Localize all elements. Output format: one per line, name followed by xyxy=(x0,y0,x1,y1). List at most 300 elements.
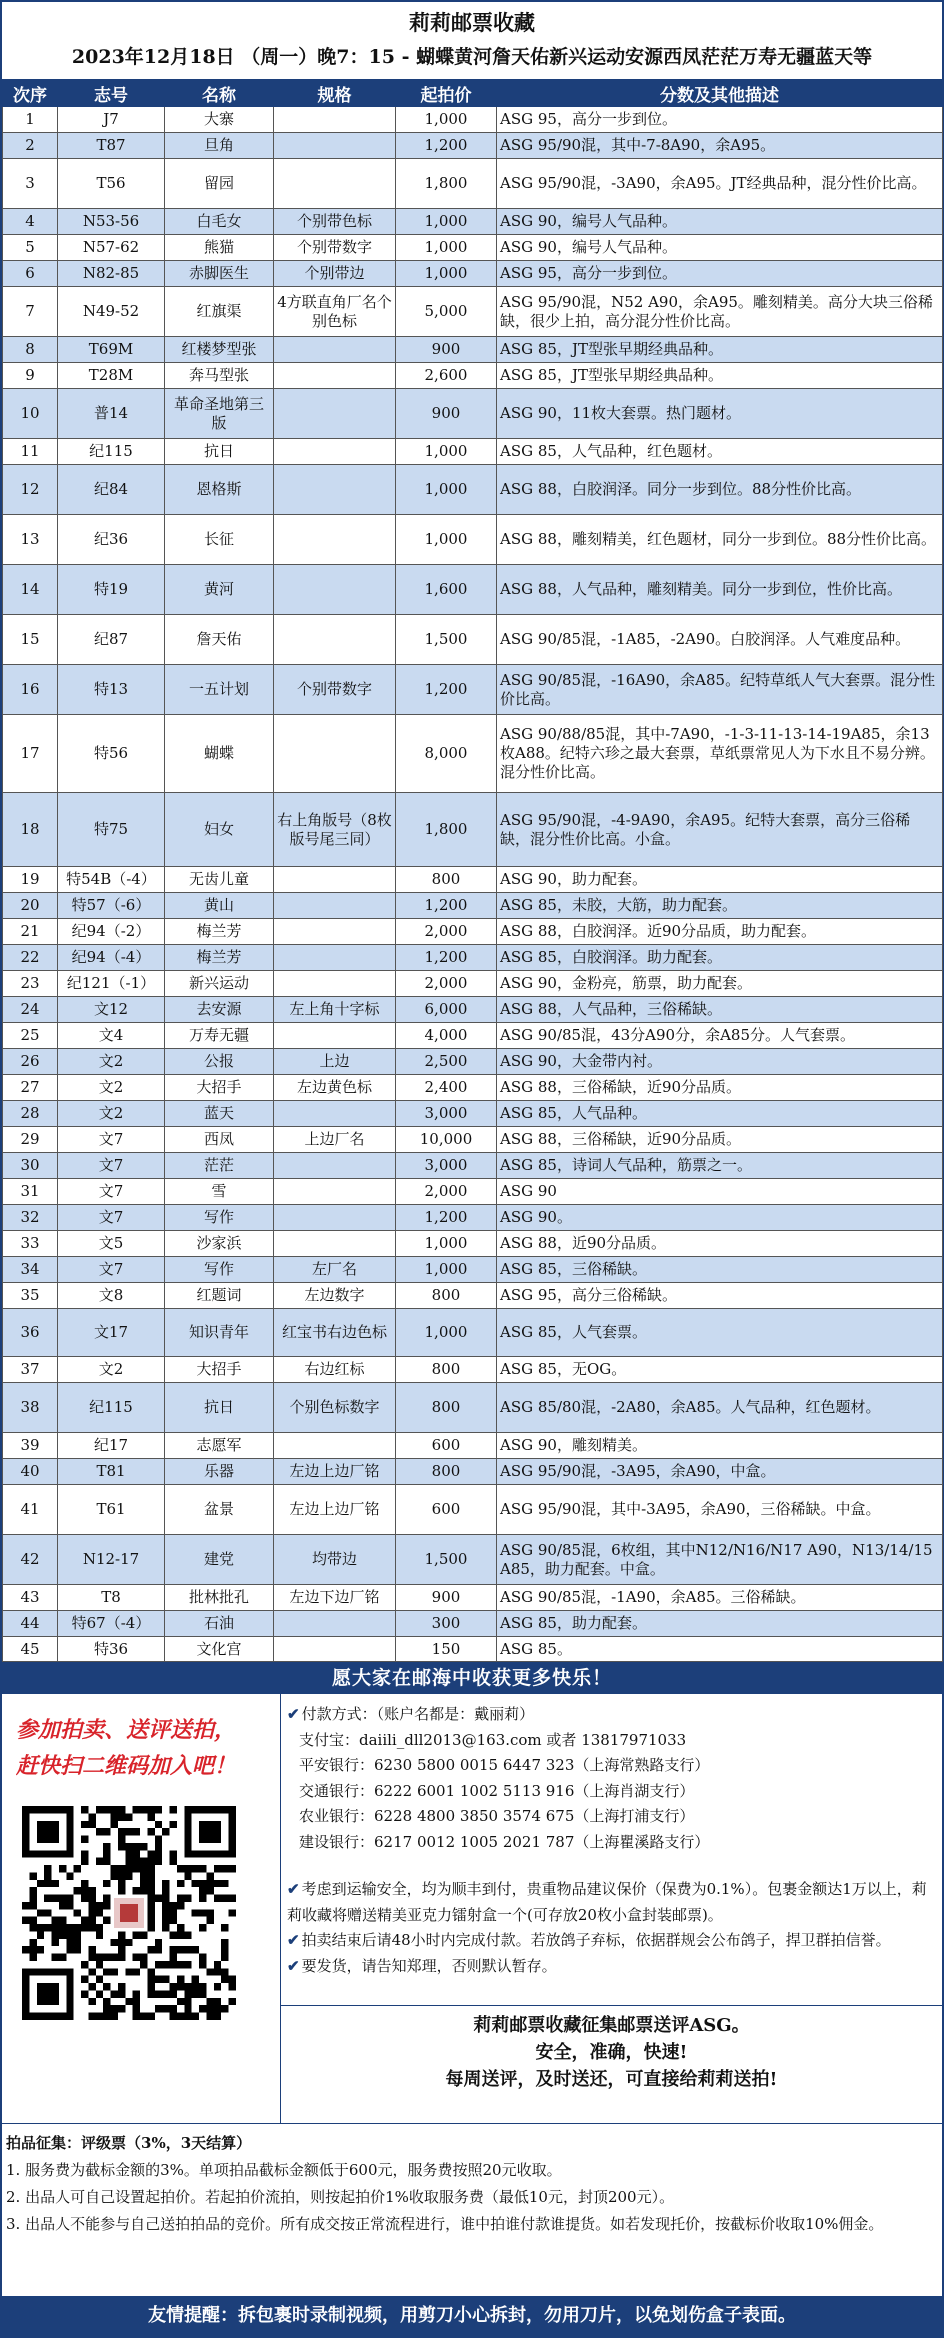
note-delivery: ✔ 要发货，请告知郑理，否则默认暂存。 xyxy=(287,1956,557,1975)
lot-no: 31 xyxy=(3,1179,58,1205)
lot-spec: 上边厂名 xyxy=(274,1127,396,1153)
lot-price: 900 xyxy=(396,337,497,363)
lot-code: 文7 xyxy=(58,1127,165,1153)
lot-code: N57-62 xyxy=(58,235,165,261)
table-row xyxy=(3,971,943,997)
table-row xyxy=(3,919,943,945)
lot-price: 1,500 xyxy=(396,615,497,665)
lot-spec xyxy=(274,1101,396,1127)
lot-price: 2,000 xyxy=(396,971,497,997)
lot-name: 梅兰芳 xyxy=(165,919,274,945)
lot-name: 妇女 xyxy=(165,793,274,867)
lot-name: 白毛女 xyxy=(165,209,274,235)
lot-spec xyxy=(274,133,396,159)
lot-code: 文2 xyxy=(58,1049,165,1075)
lot-desc: ASG 85，助力配套。 xyxy=(497,1611,943,1637)
lot-desc: ASG 90/85混，6枚组，其中N12/N16/N17 A90，N13/14/15 A85，助力配套。中盒。 xyxy=(497,1535,943,1585)
lot-desc: ASG 88，三俗稀缺，近90分品质。 xyxy=(497,1127,943,1153)
lot-price: 10,000 xyxy=(396,1127,497,1153)
lot-price: 2,000 xyxy=(396,919,497,945)
lot-code: 特13 xyxy=(58,665,165,715)
lot-name: 红旗渠 xyxy=(165,287,274,337)
lot-no: 34 xyxy=(3,1257,58,1283)
lot-no: 27 xyxy=(3,1075,58,1101)
lot-no: 43 xyxy=(3,1585,58,1611)
lot-code: 文7 xyxy=(58,1257,165,1283)
lot-name: 写作 xyxy=(165,1205,274,1231)
slogan-line-2: 安全，准确，快速! xyxy=(535,2042,688,2063)
col-header-desc: 分数及其他描述 xyxy=(497,81,943,107)
lot-desc: ASG 85，JT型张早期经典品种。 xyxy=(497,363,943,389)
lot-price: 1,000 xyxy=(396,261,497,287)
lot-no: 37 xyxy=(3,1357,58,1383)
lot-price: 6,000 xyxy=(396,997,497,1023)
lot-desc: ASG 90，编号人气品种。 xyxy=(497,235,943,261)
lot-code: 纪17 xyxy=(58,1433,165,1459)
check-icon: ✔ xyxy=(287,1931,300,1949)
lot-desc: ASG 90/85混，-1A90，余A85。三俗稀缺。 xyxy=(497,1585,943,1611)
lot-name: 詹天佑 xyxy=(165,615,274,665)
payment-line: 交通银行：6222 6001 1002 5113 916（上海肖湖支行） xyxy=(299,1781,695,1800)
table-row xyxy=(3,1611,943,1637)
lot-desc: ASG 95/90混，-4-9A90，余A95。纪特大套票，高分三俗稀缺，混分性价比高。小盒。 xyxy=(497,793,943,867)
lot-code: N82-85 xyxy=(58,261,165,287)
lot-spec: 左边数字 xyxy=(274,1283,396,1309)
table-row xyxy=(3,287,943,337)
qr-code-icon[interactable] xyxy=(22,1806,236,2020)
lot-desc: ASG 95，高分一步到位。 xyxy=(497,261,943,287)
table-row xyxy=(3,1023,943,1049)
lot-spec: 红宝书右边色标 xyxy=(274,1309,396,1357)
lot-code: T69M xyxy=(58,337,165,363)
lot-desc: ASG 88，白胶润泽。同分一步到位。88分性价比高。 xyxy=(497,465,943,515)
table-row xyxy=(3,1127,943,1153)
lot-code: 特67（-4） xyxy=(58,1611,165,1637)
lot-spec: 左厂名 xyxy=(274,1257,396,1283)
lot-spec xyxy=(274,1205,396,1231)
lot-name: 红题词 xyxy=(165,1283,274,1309)
lot-no: 10 xyxy=(3,389,58,439)
table-row xyxy=(3,1309,943,1357)
lot-no: 3 xyxy=(3,159,58,209)
check-icon: ✔ xyxy=(287,1880,300,1898)
table-row xyxy=(3,1205,943,1231)
lot-name: 石油 xyxy=(165,1611,274,1637)
lot-name: 万寿无疆 xyxy=(165,1023,274,1049)
lot-name: 茫茫 xyxy=(165,1153,274,1179)
lot-desc: ASG 85/80混，-2A80，余A85。人气品种，红色题材。 xyxy=(497,1383,943,1433)
lot-price: 1,000 xyxy=(396,515,497,565)
lot-price: 1,000 xyxy=(396,1231,497,1257)
lot-spec xyxy=(274,337,396,363)
promo-line-2: 赶快扫二维码加入吧！ xyxy=(16,1753,237,1779)
lot-name: 一五计划 xyxy=(165,665,274,715)
table-row xyxy=(3,1585,943,1611)
lot-name: 文化宫 xyxy=(165,1637,274,1662)
lot-spec xyxy=(274,1637,396,1662)
lot-desc: ASG 85，诗词人气品种，筋票之一。 xyxy=(497,1153,943,1179)
lot-code: 文7 xyxy=(58,1205,165,1231)
table-header-row xyxy=(3,81,943,107)
lot-desc: ASG 90，雕刻精美。 xyxy=(497,1433,943,1459)
lot-name: 批林批孔 xyxy=(165,1585,274,1611)
lot-name: 赤脚医生 xyxy=(165,261,274,287)
lot-price: 1,000 xyxy=(396,235,497,261)
col-header-name: 名称 xyxy=(165,81,274,107)
lot-code: 特75 xyxy=(58,793,165,867)
lot-name: 抗日 xyxy=(165,1383,274,1433)
lot-price: 1,200 xyxy=(396,893,497,919)
lot-no: 45 xyxy=(3,1637,58,1662)
lot-price: 150 xyxy=(396,1637,497,1662)
page-subtitle: 2023年12月18日 （周一）晚7：15 - 蝴蝶黄河詹天佑新兴运动安源西凤茫茫万寿无疆蓝天等 xyxy=(71,46,873,68)
reminder-footer: 友情提醒：拆包裹时录制视频，用剪刀小心拆封，勿用刀片，以免划伤盒子表面。 xyxy=(2,2296,942,2336)
lot-spec xyxy=(274,919,396,945)
table-row xyxy=(3,1179,943,1205)
lot-no: 25 xyxy=(3,1023,58,1049)
lot-desc: ASG 90，金粉亮，筋票，助力配套。 xyxy=(497,971,943,997)
lot-name: 奔马型张 xyxy=(165,363,274,389)
lot-price: 600 xyxy=(396,1485,497,1535)
lot-spec: 个别带边 xyxy=(274,261,396,287)
lot-code: 特36 xyxy=(58,1637,165,1662)
lot-code: 特19 xyxy=(58,565,165,615)
lot-no: 16 xyxy=(3,665,58,715)
table-row xyxy=(3,363,943,389)
table-row xyxy=(3,389,943,439)
note-payment-deadline: ✔ 拍卖结束后请48小时内完成付款。若放鸽子弃标，依据群规会公布鸽子，捍卫群拍信誉。 xyxy=(287,1931,891,1949)
lot-spec xyxy=(274,971,396,997)
lot-price: 800 xyxy=(396,867,497,893)
table-row xyxy=(3,465,943,515)
lot-price: 1,200 xyxy=(396,665,497,715)
payment-title: ✔ 付款方式：（账户名都是：戴丽莉） xyxy=(287,1705,535,1723)
lot-code: 文5 xyxy=(58,1231,165,1257)
lot-name: 盆景 xyxy=(165,1485,274,1535)
table-row xyxy=(3,793,943,867)
rules-title: 拍品征集：评级票（3%，3天结算） xyxy=(6,2134,252,2152)
lot-no: 13 xyxy=(3,515,58,565)
col-header-price: 起拍价 xyxy=(396,81,497,107)
page-header xyxy=(2,2,942,80)
lot-spec xyxy=(274,867,396,893)
lot-spec xyxy=(274,465,396,515)
lot-price: 1,000 xyxy=(396,1257,497,1283)
lot-spec: 均带边 xyxy=(274,1535,396,1585)
lot-desc: ASG 85，JT型张早期经典品种。 xyxy=(497,337,943,363)
lot-no: 22 xyxy=(3,945,58,971)
lot-desc: ASG 90，11枚大套票。热门题材。 xyxy=(497,389,943,439)
table-row xyxy=(3,337,943,363)
lot-price: 4,000 xyxy=(396,1023,497,1049)
lot-code: N12-17 xyxy=(58,1535,165,1585)
lot-code: T8 xyxy=(58,1585,165,1611)
lot-price: 1,000 xyxy=(396,107,497,133)
lot-price: 2,500 xyxy=(396,1049,497,1075)
lot-spec: 右边红标 xyxy=(274,1357,396,1383)
lot-desc: ASG 90，大金带内衬。 xyxy=(497,1049,943,1075)
lot-spec: 左上角十字标 xyxy=(274,997,396,1023)
lot-name: 写作 xyxy=(165,1257,274,1283)
lot-spec xyxy=(274,1231,396,1257)
lot-name: 革命圣地第三版 xyxy=(165,389,274,439)
lot-price: 1,200 xyxy=(396,133,497,159)
lot-desc: ASG 90，编号人气品种。 xyxy=(497,209,943,235)
col-header-no: 次序 xyxy=(3,81,58,107)
lot-desc: ASG 88，三俗稀缺，近90分品质。 xyxy=(497,1075,943,1101)
payment-line: 平安银行：6230 5800 0015 6447 323（上海常熟路支行） xyxy=(299,1756,710,1774)
payment-panel xyxy=(281,1694,942,2123)
lot-desc: ASG 95，高分三俗稀缺。 xyxy=(497,1283,943,1309)
lot-spec xyxy=(274,1179,396,1205)
lot-name: 西凤 xyxy=(165,1127,274,1153)
lot-spec xyxy=(274,565,396,615)
lot-name: 雪 xyxy=(165,1179,274,1205)
lot-price: 800 xyxy=(396,1283,497,1309)
lot-price: 900 xyxy=(396,1585,497,1611)
lot-name: 留园 xyxy=(165,159,274,209)
lot-price: 1,000 xyxy=(396,1309,497,1357)
lot-no: 12 xyxy=(3,465,58,515)
lot-no: 44 xyxy=(3,1611,58,1637)
slogan-line-3: 每周送评，及时送还，可直接给莉莉送拍! xyxy=(445,2069,778,2090)
lot-code: 文4 xyxy=(58,1023,165,1049)
lot-name: 梅兰芳 xyxy=(165,945,274,971)
lot-desc: ASG 90/85混，-16A90，余A85。纪特草纸人气大套票。混分性价比高。 xyxy=(497,665,943,715)
lot-no: 40 xyxy=(3,1459,58,1485)
lot-price: 800 xyxy=(396,1459,497,1485)
lot-name: 长征 xyxy=(165,515,274,565)
lot-no: 11 xyxy=(3,439,58,465)
payment-line: 农业银行：6228 4800 3850 3574 675（上海打浦支行） xyxy=(299,1807,695,1825)
lot-no: 39 xyxy=(3,1433,58,1459)
table-row xyxy=(3,1459,943,1485)
table-row xyxy=(3,439,943,465)
lot-price: 900 xyxy=(396,389,497,439)
lot-desc: ASG 90/88/85混，其中-7A90，-1-3-11-13-14-19A85，余13枚A88。纪特六珍之最大套票，草纸票常见人为下水且不易分辨。混分性价比高。 xyxy=(497,715,943,793)
lot-price: 1,000 xyxy=(396,465,497,515)
lot-code: T87 xyxy=(58,133,165,159)
lot-desc: ASG 85，未胶，大筋，助力配套。 xyxy=(497,893,943,919)
lot-price: 1,000 xyxy=(396,209,497,235)
lot-desc: ASG 85，人气套票。 xyxy=(497,1309,943,1357)
lot-price: 1,200 xyxy=(396,1205,497,1231)
lot-spec xyxy=(274,515,396,565)
table-row xyxy=(3,235,943,261)
table-row xyxy=(3,615,943,665)
lot-price: 600 xyxy=(396,1433,497,1459)
info-section xyxy=(2,1694,942,2124)
table-row xyxy=(3,159,943,209)
lot-name: 去安源 xyxy=(165,997,274,1023)
lot-code: 纪36 xyxy=(58,515,165,565)
payment-info xyxy=(281,1694,942,2005)
lot-code: 文17 xyxy=(58,1309,165,1357)
lot-code: T61 xyxy=(58,1485,165,1535)
lot-name: 无齿儿童 xyxy=(165,867,274,893)
table-row xyxy=(3,945,943,971)
rule-item: 3. 出品人不能参与自己送拍拍品的竞价。所有成交按正常流程进行，谁中拍谁付款谁提货。如若发现托价，按截标价收取10%佣金。 xyxy=(6,2215,884,2233)
lot-price: 5,000 xyxy=(396,287,497,337)
lot-desc: ASG 95/90混，N52 A90，余A95。雕刻精美。高分大块三俗稀缺，很少上拍，高分混分性价比高。 xyxy=(497,287,943,337)
table-row xyxy=(3,1357,943,1383)
lot-name: 抗日 xyxy=(165,439,274,465)
lot-code: 特54B（-4） xyxy=(58,867,165,893)
lot-no: 5 xyxy=(3,235,58,261)
lot-name: 沙家浜 xyxy=(165,1231,274,1257)
lot-name: 建党 xyxy=(165,1535,274,1585)
lot-desc: ASG 95/90混，其中-7-8A90，余A95。 xyxy=(497,133,943,159)
lot-code: 文2 xyxy=(58,1357,165,1383)
lot-no: 23 xyxy=(3,971,58,997)
table-row xyxy=(3,1257,943,1283)
payment-line: 建设银行：6217 0012 1005 2021 787（上海瞿溪路支行） xyxy=(299,1832,710,1851)
lot-code: 特57（-6） xyxy=(58,893,165,919)
lot-spec: 个别带数字 xyxy=(274,235,396,261)
lot-code: 纪115 xyxy=(58,1383,165,1433)
lot-spec xyxy=(274,715,396,793)
table-row xyxy=(3,1485,943,1535)
lot-table xyxy=(2,80,943,1662)
lot-desc: ASG 90/85混，-1A85，-2A90。白胶润泽。人气难度品种。 xyxy=(497,615,943,665)
lot-code: 文7 xyxy=(58,1153,165,1179)
lot-no: 20 xyxy=(3,893,58,919)
lot-price: 1,800 xyxy=(396,793,497,867)
lot-price: 2,600 xyxy=(396,363,497,389)
lot-spec: 上边 xyxy=(274,1049,396,1075)
lot-no: 36 xyxy=(3,1309,58,1357)
lot-no: 14 xyxy=(3,565,58,615)
lot-desc: ASG 85，无OG。 xyxy=(497,1357,943,1383)
lot-desc: ASG 90 xyxy=(497,1179,943,1205)
lot-code: T56 xyxy=(58,159,165,209)
check-icon: ✔ xyxy=(287,1956,300,1975)
table-row xyxy=(3,1101,943,1127)
lot-spec xyxy=(274,107,396,133)
lot-no: 42 xyxy=(3,1535,58,1585)
lot-spec: 个别带色标 xyxy=(274,209,396,235)
lot-name: 恩格斯 xyxy=(165,465,274,515)
lot-desc: ASG 85，白胶润泽。助力配套。 xyxy=(497,945,943,971)
lot-no: 28 xyxy=(3,1101,58,1127)
lot-desc: ASG 90/85混，43分A90分，余A85分。人气套票。 xyxy=(497,1023,943,1049)
lot-name: 蝴蝶 xyxy=(165,715,274,793)
lot-code: 纪94（-4） xyxy=(58,945,165,971)
promo-panel xyxy=(2,1694,281,2123)
lot-no: 8 xyxy=(3,337,58,363)
lot-desc: ASG 88，近90分品质。 xyxy=(497,1231,943,1257)
lot-desc: ASG 85。 xyxy=(497,1637,943,1662)
lot-no: 17 xyxy=(3,715,58,793)
lot-spec: 个别色标数字 xyxy=(274,1383,396,1433)
lot-price: 1,500 xyxy=(396,1535,497,1585)
table-row xyxy=(3,1075,943,1101)
lot-price: 1,000 xyxy=(396,439,497,465)
lot-price: 800 xyxy=(396,1383,497,1433)
lot-no: 29 xyxy=(3,1127,58,1153)
lot-code: J7 xyxy=(58,107,165,133)
table-row xyxy=(3,261,943,287)
rule-item: 1. 服务费为截标金额的3%。单项拍品截标金额低于600元，服务费按照20元收取。 xyxy=(6,2161,562,2179)
lot-no: 7 xyxy=(3,287,58,337)
lot-no: 18 xyxy=(3,793,58,867)
rule-item: 2. 出品人可自己设置起拍价。若起拍价流拍，则按起拍价1%收取服务费（最低10元，封顶200元）。 xyxy=(6,2188,675,2206)
lot-code: 文12 xyxy=(58,997,165,1023)
lot-no: 9 xyxy=(3,363,58,389)
lot-no: 4 xyxy=(3,209,58,235)
lot-price: 1,200 xyxy=(396,945,497,971)
note-shipping: ✔ 考虑到运输安全，均为顺丰到付，贵重物品建议保价（保费为0.1%）。包裹金额达1万以上，莉莉收藏将赠送精美亚克力镭射盒一个(可存放20枚小盒封装邮票)。 xyxy=(287,1880,927,1924)
lot-desc: ASG 90。 xyxy=(497,1205,943,1231)
lot-desc: ASG 88，人气品种，三俗稀缺。 xyxy=(497,997,943,1023)
lot-spec xyxy=(274,389,396,439)
lot-price: 1,800 xyxy=(396,159,497,209)
lot-code: T28M xyxy=(58,363,165,389)
lot-price: 2,000 xyxy=(396,1179,497,1205)
lot-no: 21 xyxy=(3,919,58,945)
lot-no: 15 xyxy=(3,615,58,665)
lot-spec xyxy=(274,439,396,465)
lot-desc: ASG 88，白胶润泽。近90分品质，助力配套。 xyxy=(497,919,943,945)
lot-no: 26 xyxy=(3,1049,58,1075)
lot-no: 33 xyxy=(3,1231,58,1257)
payment-line: 支付宝：daiili_dll2013@163.com 或者 13817971033 xyxy=(299,1730,687,1749)
page-title: 莉莉邮票收藏 xyxy=(409,10,535,35)
lot-desc: ASG 85，三俗稀缺。 xyxy=(497,1257,943,1283)
lot-code: 纪87 xyxy=(58,615,165,665)
lot-price: 3,000 xyxy=(396,1153,497,1179)
lot-no: 38 xyxy=(3,1383,58,1433)
lot-spec xyxy=(274,1023,396,1049)
col-header-code: 志号 xyxy=(58,81,165,107)
lot-code: 文2 xyxy=(58,1101,165,1127)
table-row xyxy=(3,1383,943,1433)
lot-price: 2,400 xyxy=(396,1075,497,1101)
lot-code: N49-52 xyxy=(58,287,165,337)
table-row xyxy=(3,133,943,159)
lot-code: 纪115 xyxy=(58,439,165,465)
lot-no: 19 xyxy=(3,867,58,893)
lot-no: 41 xyxy=(3,1485,58,1535)
table-row xyxy=(3,1637,943,1662)
table-row xyxy=(3,1153,943,1179)
lot-spec xyxy=(274,945,396,971)
lot-name: 蓝天 xyxy=(165,1101,274,1127)
lot-code: 特56 xyxy=(58,715,165,793)
wish-banner: 愿大家在邮海中收获更多快乐！ xyxy=(2,1662,942,1694)
lot-name: 大寨 xyxy=(165,107,274,133)
lot-code: 纪121（-1） xyxy=(58,971,165,997)
table-row xyxy=(3,867,943,893)
table-row xyxy=(3,1231,943,1257)
lot-spec xyxy=(274,1153,396,1179)
lot-spec: 左边上边厂铭 xyxy=(274,1459,396,1485)
lot-code: 纪84 xyxy=(58,465,165,515)
table-row xyxy=(3,665,943,715)
lot-code: 文2 xyxy=(58,1075,165,1101)
lot-price: 1,600 xyxy=(396,565,497,615)
lot-name: 新兴运动 xyxy=(165,971,274,997)
lot-spec xyxy=(274,159,396,209)
col-header-spec: 规格 xyxy=(274,81,396,107)
lot-no: 24 xyxy=(3,997,58,1023)
lot-no: 1 xyxy=(3,107,58,133)
lot-desc: ASG 85，人气品种，红色题材。 xyxy=(497,439,943,465)
lot-spec: 左边黄色标 xyxy=(274,1075,396,1101)
lot-price: 300 xyxy=(396,1611,497,1637)
table-row xyxy=(3,515,943,565)
service-slogan xyxy=(281,2005,942,2123)
